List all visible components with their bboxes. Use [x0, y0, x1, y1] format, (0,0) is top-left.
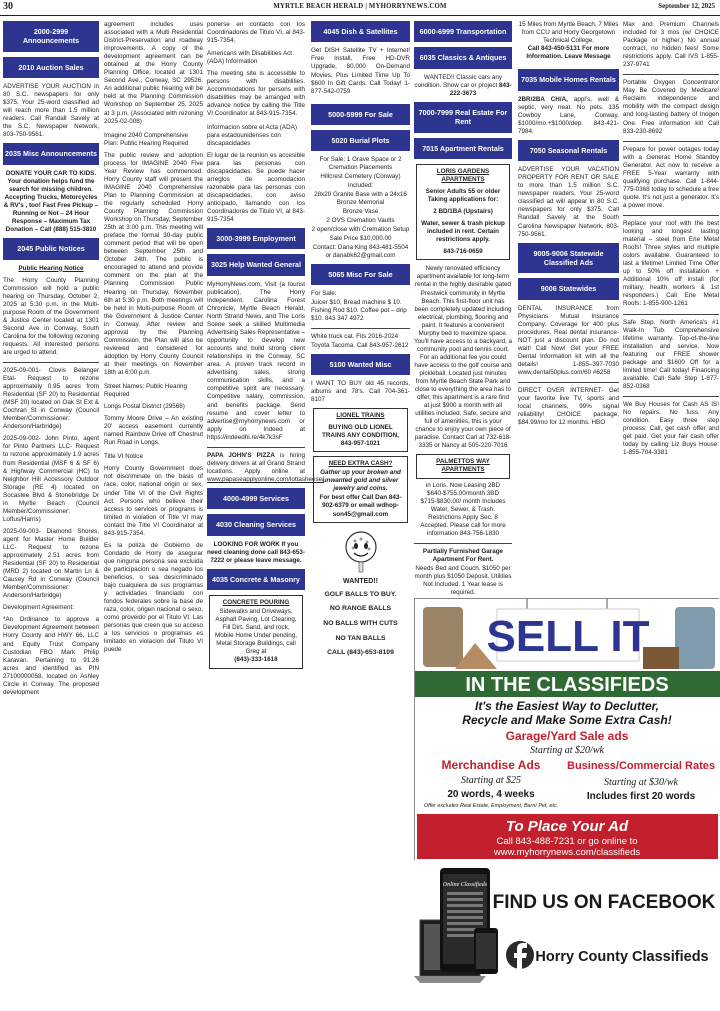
- burial-line: 2 open/close with Cremation Setup: [311, 225, 410, 233]
- divider: [623, 141, 719, 142]
- section-header-real-estate-rent: 7000-7999 Real Estate For Rent: [414, 102, 512, 133]
- section-header-apartment-rentals: 7015 Apartment Rentals: [414, 138, 512, 159]
- divider: [623, 396, 719, 397]
- efficiency-apartment-ad: Newly renovated efficiency apartment available for long-term rental in the highly desirable gated Prestwick community in Myrtle Beach. This first-floor unit has been completely updated including electrical, plumbing, flooring and paint. It features a convenient Murphy bed to maximize space. You'll have access to a backyard, a community pool and tennis court. For an additional fee you could have access to the golf course and pickleball. Located just minutes from Myrtle Beach State Park and close to everything the area has to offer, this apartment is a rare find at just $900 a month with all utilities included. Safe, secure and full of amenities, this is your chance to enjoy your own piece of paradise. Contact Carl at 732-618-3335 or Nancy at 505-220-7016: [414, 265, 512, 450]
- notice-text: Horry County Government does not discriminate on the basis of race, color, national origin or sex, under Title VI of the Civil Rights Act. Persons who believe their access to services or programs is limited in violation of Title VI may contact the Title VI Coordinator at 843-915-7354.: [104, 465, 203, 537]
- burial-line: Sale Price $10,000.00: [329, 234, 392, 242]
- section-header-burial-plots: 5020 Burial Plots: [311, 130, 410, 151]
- burial-line: Hillcrest Cemetery (Conway) Included:: [320, 173, 401, 189]
- palmettos-title-box: [416, 454, 510, 478]
- development-agreement-text: *An Ordinance to approve a Development Agreement between Horry County and HWY 66, LLC and Equity Trust Company Custodian FBO Mark Philip Karavan. Pertaining to 91.26 acres and identified as PIN 27100000058, located on Ashley Circle in Conway. The proposed development: [3, 616, 99, 696]
- cleaning-ad: LOOKING FOR WORK If you need cleaning done call 843-653-7222 or please leave message.: [207, 540, 305, 564]
- burial-line: 28x20 Granite Base with a 24x16 Bronze Memorial: [314, 190, 407, 206]
- dental-ad: DENTAL INSURANCE from Physicians Mutual Insurance Company. Coverage for 400 plus procedures. Real dental insurance- NOT just a discount plan. Do not wait! Call Now! Get your FREE Dental Information kit with all the details! 1-855–397-7030 www.dental50plus.com/60 #6258: [518, 304, 619, 377]
- find-us-on-facebook: FIND US ON FACEBOOK: [492, 892, 716, 913]
- notice-text: Es la poliza de Gobierno de Condado de Horry de asegurar que ninguna persona sea excluida de participacion o sea negado los beneficios, o sea desicriminado bajo cualquiera de sus programas y actividades financiado con fondos federales sobre la base de raza, color, origen nacional o sexo, como proveido por el Titulo VI. Las personas que creen que su acceso a los servicios o programas es limitado en violacion del Titulo VI puede: [104, 541, 203, 654]
- sell-it-graphic: [415, 599, 720, 861]
- section-header-public-notices: 2045 Public Notices: [3, 238, 99, 259]
- golf-line: NO RANGE BALLS: [329, 605, 392, 613]
- lionel-text: BUYING OLD LIONEL TRAINS ANY CONDITION, 843-957-1021: [322, 424, 399, 448]
- divider: [207, 447, 305, 448]
- rezoning-request-002: 2025-09-002- John Pinto, agent for Pinto Partners LLC- Request to rezone approximately 1.9 acres from Residential (MSF 6 & SF 6) & Highway Commercial (HC) to Neighbor Hill Accessory Outdoor Storage (RE 4) located on Socastee Blvd & Stonebridge Dr in Myrtle Beach (Council Member/Commissioner: Loftus/Harris): [3, 435, 99, 523]
- concrete-title: CONCRETE POURING: [222, 599, 290, 607]
- notice-text: Tommy Moore Drive – An existing 20' access easement currently named Rainbow Drive off Chestnut Run Road in Longs.: [104, 415, 203, 447]
- section-header-misc-announcements: 2035 Misc Announcements: [3, 143, 99, 164]
- loris-gardens-phone: 843-716-0659: [443, 248, 483, 256]
- statewide-ad: Max and Premium Channels included for 3 mos (w/ CHOICE Package or higher.) No annual contract, no hidden fees! Some restrictions apply. Call IVS 1-855-237-9741: [623, 21, 719, 69]
- concrete-text: Sidewalks and Driveways, Asphalt Paving, Lot Clearing, Fill Dirt, Sand, and rock, Mobile Home Under pending, Metal Storage Buildings, call Greg at: [215, 608, 297, 656]
- merchandise-label: Merchandise Ads: [441, 758, 541, 772]
- classic-cars-phone: 843-222-3673: [449, 81, 512, 97]
- burial-line: Bronze Vase: [342, 207, 379, 215]
- column-7: [623, 21, 719, 596]
- papa-johns-text: is hiring delivery drivers at all Grand Strand locations. Apply online at: [207, 451, 305, 475]
- tagline-1: It's the Easiest Way to Declutter,: [474, 699, 660, 713]
- dish-ad: Get DISH Satellite TV + Internet! Free Install, Free HD-DVR Upgrade, 80,000 On-Demand Movies, Plus Limited Time Up To $600 In Gift Cards. Call Today! 1-877-542-0759: [311, 47, 410, 95]
- garage-apartment-title: Partially Furnished Garage Apartment For Rent.: [422, 547, 504, 563]
- business-price: Starting at $30/wk: [604, 777, 678, 788]
- cash-italic: Gather up your broken and unwanted gold and silver jewelry and coins.: [320, 469, 401, 493]
- column-1: [3, 21, 99, 1004]
- sell-it-classifieds-ad[interactable]: [414, 598, 719, 860]
- section-header-auction-sales: 2010 Auction Sales: [3, 57, 99, 78]
- mobile-home-text: appl's, well & septic, very neat. No pets. 135 Cowboy Lane, Conway. $1000/mo.+$1000/dep. 843-421-7984.: [518, 95, 619, 135]
- business-terms: Includes first 20 words: [586, 791, 696, 802]
- mobile-home-type: 2BR/2BA CH/A,: [518, 95, 568, 103]
- golf-line: GOLF BALLS TO BUY.: [324, 590, 397, 598]
- burial-line: For Sale: 1 Grave Space or 2 Cremation Placements: [319, 156, 402, 172]
- notice-text: agreement includes uses associated with a Multi Residential District-Preservation and roadway improvements. A copy of the development agreement can be obtained at the Horry County Planning Office, located at 1301 Second Ave., Conway, SC 29526. An additional public hearing will be held at the Planning Commission Workshop on September 25, 2025 at 3 p.m. (Associated with rezoning 2025-02-008): [104, 21, 203, 125]
- notice-text: The meeting site is accessible to persons with disabilities. Accommodations for persons with disabilities may be arranged with advance notice by calling the Title VI Coordinator at 843-915-7354.: [207, 70, 305, 118]
- section-header-for-sale: 5000-5999 For Sale: [311, 104, 410, 125]
- notice-heading: Americans with Disabilities Act (ADA) Information: [207, 50, 293, 66]
- garage-apartment-ad: Needs Bed and Couch. $1050 per month plus $1050 Deposit. Utilities Not Included. 1 Year lease is required.: [414, 564, 512, 597]
- notice-heading: Longs Postal District (29568): [104, 403, 185, 411]
- merchandise-exclusions: Offer excludes Real Estate, Employment, Barn/ Pet, etc.: [423, 803, 559, 809]
- notice-heading: Informacion sobre el Acta (ADA) para estadounidenses con discapacidades: [207, 123, 297, 147]
- divider: [518, 382, 619, 383]
- statewide-ad: Safe Step. North America's #1 Walk-In Tub. Comprehensive lifetime warranty. Top-of-the-line installation and service. Now featuring our FREE shower package and $1600 Off for a limited time! Call today! Financing available. Call Safe Step 1-877-852-0368: [623, 318, 719, 390]
- lionel-title: LIONEL TRAINS: [336, 412, 385, 420]
- notice-text: El lugar de la reunion es accesible para las personas con discapacidades. Se puede hacer arreglos de acomodacion razonable para las personas con discapacidades, con aviso anticipado, llamando con los Coordinadores de Titulo VI, al 843-915-7354: [207, 151, 305, 224]
- tablet-screen-text: Online Classifieds: [442, 882, 488, 888]
- page-header: [0, 0, 720, 16]
- auction-ad: ADVERTISE YOUR AUCTION in 80 S.C. newspapers for only $375. Your 25-word classified ad will reach more than 1.5 million readers. Call Randall Savely at the S.C. Newspaper Network, 803-750-9561.: [3, 83, 99, 139]
- merchandise-terms: 20 words, 4 weeks: [447, 789, 535, 800]
- page-number: 30: [3, 1, 13, 12]
- loris-gardens-unit: 2 BD/1BA (Upstairs): [433, 208, 493, 216]
- section-header-dish: 4045 Dish & Satellites: [311, 21, 410, 42]
- business-label: Business/Commercial Rates: [567, 760, 715, 772]
- statewide-ad: Replace your roof with the best looking and longest lasting material – steel from Erie Metal Roofs! Three styles and multiple colors available. Guaranteed to last a lifetime! Limited Time Offer up to 50% off installation + Additional 10% off install (for military, health workers & 1st responders.) Call Erie Metal Roofs: 1-855-900-1261: [623, 219, 719, 308]
- golf-line: NO BALLS WITH CUTS: [323, 619, 398, 627]
- burial-line: Contact: Dana King 843-481-5504 or danabk62@gmail.com: [312, 243, 409, 259]
- cash-title: NEED EXTRA CASH?: [328, 460, 393, 468]
- section-header-misc-for-sale: 5065 Misc For Sale: [311, 264, 410, 285]
- mobile-home-ad: [518, 96, 619, 136]
- horry-county-classifieds: Horry County Classifieds: [535, 949, 709, 965]
- misc-sale-line: Juicer $10, Bread machine $ 10. Fishing Rod $10. Coffee pot – drip $10. 843 347 4972: [311, 299, 407, 323]
- burial-ad: [311, 156, 410, 260]
- column-4: [311, 21, 410, 1004]
- section-header-help-wanted: 3025 Help Wanted General: [207, 254, 305, 275]
- facebook-graphic: [414, 862, 719, 1008]
- statewide-ad: Prepare for power outages today with a Generac Home Standby Generator. Act now to receive a FREE 5-Year warranty with qualifying purchase. Call 1-844-775-0368 today to schedule a free quote. It's not just a generator. It's a power move.: [623, 145, 719, 209]
- divider: [623, 314, 719, 315]
- loris-gardens-title: LORIS GARDENS APARTMENTS: [436, 167, 490, 183]
- section-header-cleaning: 4030 Cleaning Services: [207, 514, 305, 535]
- truck-ad: White truck cat. Fits 2016-2024 Toyota Tacoma. Call 843-957-2612: [311, 333, 409, 349]
- loris-gardens-text: Water, sewer & trash pickup included in rent. Certain restrictions apply.: [421, 220, 505, 244]
- golf-ball-icon: [341, 529, 381, 575]
- statewide-ad: We Buy Houses for Cash AS IS! No repairs. No fuss. Any condition. Easy three step process: Call, get cash offer and get paid. Get your fair cash offer today by calling Liz Buys House: 1-855-704-3381: [623, 400, 719, 457]
- merchandise-price: Starting at $25: [460, 775, 522, 786]
- garage-sale-label: Garage/Yard Sale ads: [505, 729, 629, 743]
- section-header-services: 4000-4999 Services: [207, 488, 305, 509]
- place-ad-phone: Call 843-488-7231 or go online to: [496, 836, 638, 847]
- papa-johns-ad: [207, 451, 324, 484]
- golf-ad: [311, 529, 410, 658]
- classic-cars-ad: [414, 74, 512, 98]
- concrete-ad: [209, 595, 303, 668]
- garage-sale-price: Starting at $20/wk: [530, 745, 604, 756]
- lionel-ad: [313, 408, 408, 452]
- records-ad: I WANT TO BUY old 45 records, albums and 78's. Call 704-361-8107: [311, 379, 410, 404]
- misc-sale-line: For Sale:: [311, 290, 337, 298]
- section-header-seasonal: 7050 Seasonal Rentals: [518, 140, 619, 161]
- sell-it-headline: SELL IT: [486, 612, 650, 661]
- section-header-mobile-homes: 7035 Mobile Homes Rentals: [518, 69, 619, 90]
- rezoning-request-001: 2025-09-001- Clovis Belanger Etal- Request to rezone approximately 0.95 acres from Residential (SF 20) to Residential (MSF 20) located on Oak St Ext & Cochran St in Conway (Council Member/Commissioner: Anderson/Harbridge): [3, 367, 99, 431]
- place-ad-url: www.myhorrynews.com/classifieds: [493, 847, 641, 858]
- development-agreement-title: Development Agreement:: [3, 604, 75, 612]
- facebook-ad[interactable]: [414, 862, 719, 1008]
- divider: [3, 362, 99, 363]
- golf-wanted: WANTED!!: [343, 577, 378, 585]
- section-header-wanted-misc: 5100 Wanted Misc: [311, 354, 410, 375]
- column-6: [518, 21, 619, 596]
- section-header-classics: 6035 Classics & Antiques: [414, 47, 512, 68]
- notice-heading: Street Names: Public Hearing Required: [104, 383, 187, 399]
- loris-gardens-text: Senior Adults 55 or older Taking applications for:: [425, 188, 501, 204]
- classic-cars-text: WANTED!! Classic cars any condition. Show car or project: [414, 73, 503, 89]
- masthead: MYRTLE BEACH HERALD | MYHORRYNEWS.COM: [273, 3, 447, 10]
- burial-line: 2 OVS Cremation Vaults: [326, 216, 395, 224]
- loris-gardens-ad: [416, 164, 510, 260]
- cash-ad: [313, 456, 408, 522]
- public-hearing-title: Public Hearing Notice: [18, 264, 84, 272]
- tagline-2: Recycle and Make Some Extra Cash!: [462, 713, 672, 727]
- vacation-property-ad: ADVERTISE YOUR VACATION PROPERTY FOR RENT OR SALE to more than 1.5 million S.C. newspaper readers. Your 25-word classified ad will appear in 80 S.C. newspapers for only $375. Call Randall Savely at the South Carolina Newspaper Network, 803-750-9561.: [518, 166, 619, 238]
- public-hearing-intro: The Horry County Planning Commission will hold a public hearing on Thursday, October 2, 2025 at 5:30 p.m. in the Multi-purpose Room of the Government & Justice Center located at 1301 Second Ave in Conway, South Carolina for the following rezoning requests. All interested persons are urged to attend.: [3, 276, 99, 356]
- statewide-ad: Portable Oxygen Concentrator May Be Covered by Medicare! Reclaim independence and mobility with the compact design and long-lasting battery of Inogen One. Free information kit! Call 833-230-8692: [623, 79, 719, 135]
- rezoning-request-003: 2025-09-003- Diamond Shores, agent for Master Home Builder LLC- Request to rezone approximately 2.51 acres from Residential (SF 20) to Residential (MRD 2) located on Martin Ln & Causey Rd in Conway (Council Member/Commissioner: Anderson/Harbridge): [3, 527, 99, 600]
- section-header-announcements: 2000-2999 Announcements: [3, 21, 99, 52]
- papa-johns-link[interactable]: www.papaseapplyonline.com/lottasheese/: [207, 475, 324, 483]
- notice-text: The public review and adoption process for IMAGINE 2040 Five Year Review has commenced. Horry County staff will present the IMAGINE 2040 Comprehensive Plan to Planning Commission at the regularly scheduled Horry County Planning Commission Workshop on Thursday, September 25th at 3:00 p.m. This meeting will preface the formal 30-day public comment period that will be open between September 25th and October 24th. The public is encouraged to attend and provide comment on the plan at the Planning Commission Public Hearing on Thursday, November 6th at 5:30 p.m. Both meetings will be held in Multi-purpose Room of the Government & Justice Center in Conway. After review and approval by the Planning Commission, the Plan will also be reviewed and considered for adoption by Horry County Council at their meetings on November 18th at 6:00 p.m.: [104, 151, 203, 376]
- section-header-concrete: 4035 Concrete & Masonry: [207, 569, 305, 590]
- divider: [623, 215, 719, 216]
- rental-contact: Call 843-450-5131 For more Information. Leave Message: [526, 45, 611, 61]
- notice-heading: Title VI Notice: [104, 453, 143, 461]
- section-header-statewides: 9006 Statewides: [518, 278, 619, 299]
- in-the-classifieds-text: IN THE CLASSIFIEDS: [465, 674, 669, 696]
- papa-johns-name: PAPA JOHN'S PIZZA: [207, 451, 275, 459]
- place-your-ad-text: To Place Your Ad: [505, 818, 629, 835]
- divider: [311, 328, 410, 329]
- golf-line: CALL (843)-653-8109: [327, 649, 394, 657]
- column-2: [104, 21, 203, 1004]
- sales-rep-ad: MyHorryNews.com, Visit (a tourist publication), The Horry Independent, Carolina Forest Chronicle, Myrtle Beach Herald, North Strand News, and The Loris Scene seek a skilled Multimedia Advertising Sales Representative – opportunity to develop new accounts and build strong client relationships in the Conway, SC area. A proven track record in advertising sales, strong communication skills, and a competitive spirit are necessary. Competitive salary, commission, and benefits package. Send resume and cover letter to advertise@myhorrynews.com or apply on Indeed at https://indeedhi.re/4k7k3sF: [207, 280, 306, 441]
- notice-text: ponerse en contacto con los Coordinadores de Titulo VI, al 843-915-7354.: [207, 21, 305, 45]
- golf-line: NO TAN BALLS: [335, 634, 386, 642]
- directv-ad: DIRECT OVER INTERNET- Get your favorite live TV, sports and local channels, 99% signal reliability! CHOICE package, $84.99/mo for 12 months. HBO: [518, 387, 619, 427]
- cash-contact: For best offer Call Dan 843-902-6379 or email wdhop-son45@gmail.com: [319, 494, 402, 518]
- section-header-transportation: 6000-6999 Transportation: [414, 21, 512, 42]
- divider: [623, 74, 719, 75]
- notice-heading: Imagine 2040 Comprehensive Plan: Public Hearing Required: [104, 131, 189, 147]
- rental-location: 15 Miles from Myrtle Beach, 7 Miles from CCU and Horry Georgetown Technical College.: [518, 21, 619, 45]
- donate-car-ad: DONATE YOUR CAR TO KIDS. Your donation helps fund the search for missing children. Accepting Trucks, Motorcycles & RV's , too! Fast Free Pickup – Running or Not – 24 Hour Response – Maximum Tax Donation – Call (888) 515-3810: [3, 169, 99, 234]
- section-header-statewide: 9005-9006 Statewide Classified Ads: [518, 243, 619, 274]
- issue-date: September 12, 2025: [658, 3, 715, 10]
- palmettos-ad: in Loris. Now Leasing 2BD $640-$755.00/month 3BD $715-$830.00/ month Includes Water, Sewer, & Trash. Restrictions Apply Sec. 8 Accepted. Please call for more information 843-756-1830: [420, 481, 506, 537]
- concrete-phone: (843)-333-1618: [234, 656, 278, 664]
- divider: [414, 543, 512, 544]
- palmettos-title: PALMETTOS WAY APARTMENTS: [436, 458, 490, 474]
- section-header-employment: 3000-3999 Employment: [207, 228, 305, 249]
